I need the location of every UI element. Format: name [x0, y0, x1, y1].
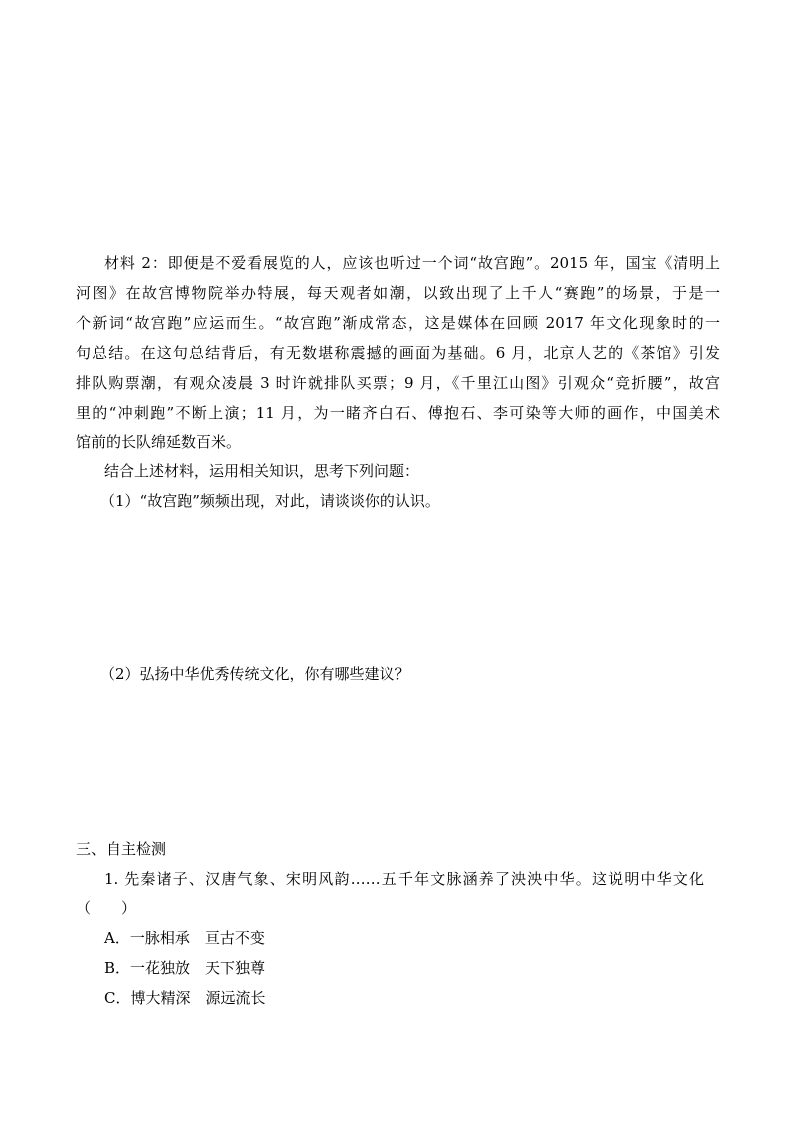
material2-line-7: 馆前的长队绵延数百米。: [76, 433, 242, 451]
option-c: C．博大精深 源远流长: [104, 989, 266, 1007]
question-prompt: 结合上述材料，运用相关知识，思考下列问题：: [104, 462, 420, 480]
material2-line-2: 河图》在故宫博物院举办特展，每天观者如潮，以致出现了上千人“赛跑”的场景，于是一: [76, 284, 720, 302]
material2-line-6: 里的“冲刺跑”不断上演；11 月，为一睹齐白石、傅抱石、李可染等大师的画作，中国美术: [76, 404, 720, 422]
section-heading: 三、自主检测: [76, 840, 167, 858]
check-question-1: 1. 先秦诸子、汉唐气象、宋明风韵……五千年文脉涵养了泱泱中华。这说明中华文化: [104, 870, 704, 888]
option-a: A．一脉相承 亘古不变: [104, 929, 265, 947]
option-b: B．一花独放 天下独尊: [104, 959, 266, 977]
material2-line-5: 排队购票潮，有观众凌晨 3 时许就排队买票；9 月，《千里江山图》引观众“竞折腰”，故宫: [76, 374, 720, 392]
question-1: （1）“故宫跑”频频出现，对此，请谈谈你的认识。: [100, 492, 440, 510]
material2-line-4: 句总结。在这句总结背后，有无数堪称震撼的画面为基础。6 月，北京人艺的《茶馆》引发: [76, 344, 720, 362]
question-2: （2）弘扬中华优秀传统文化，你有哪些建议？: [100, 665, 410, 683]
answer-bracket: （ ）: [76, 899, 137, 917]
material2-line-1: 材料 2：即便是不爱看展览的人，应该也听过一个词“故宫跑”。2015 年，国宝《清明上: [104, 254, 720, 272]
material2-line-3: 个新词“故宫跑”应运而生。“故宫跑”渐成常态，这是媒体在回顾 2017 年文化现象时的一: [76, 314, 720, 332]
